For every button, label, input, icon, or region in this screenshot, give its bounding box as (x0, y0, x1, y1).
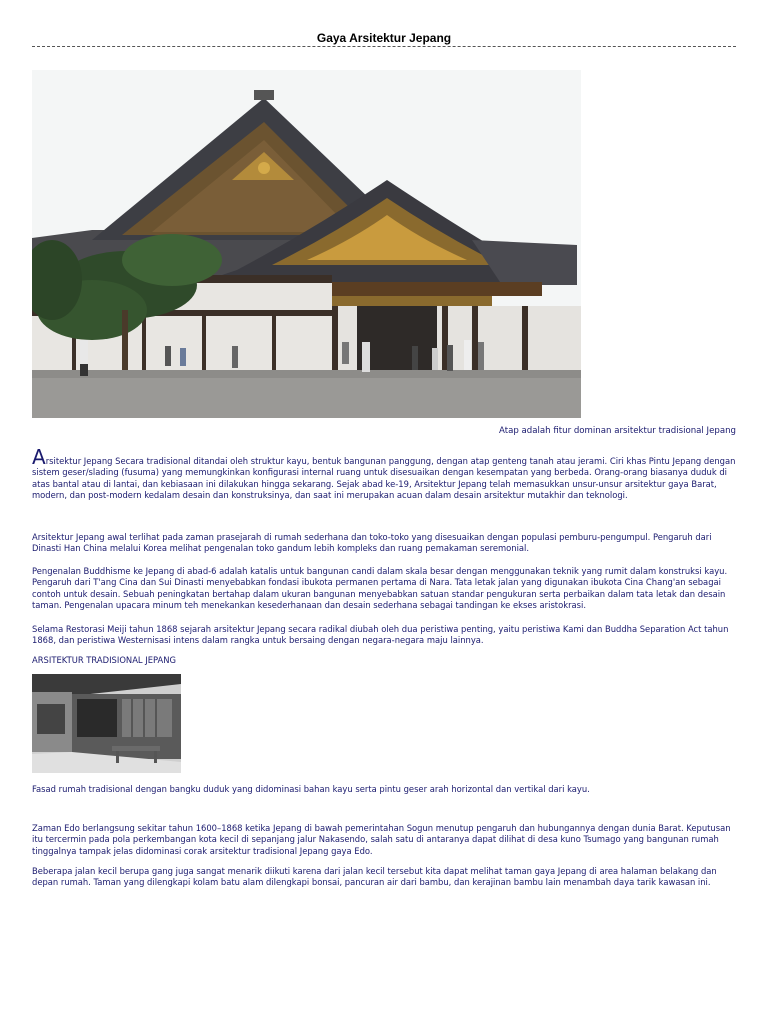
title-divider (32, 46, 736, 47)
traditional-house-photo (32, 674, 181, 773)
photo2-caption: Fasad rumah tradisional dengan bangku duduk yang didominasi bahan kayu serta pintu geser arah horizontal dan vertikal dari kayu. (32, 784, 590, 794)
paragraph-edo: Zaman Edo berlangsung sekitar tahun 1600–1868 ketika Jepang di bawah pemerintahan Sogun menutup pengaruh dan hubungannya dengan dunia Barat. Keputusan itu tercermin pada pola perkembangan kota kecil di sepanjang jalur Nakasendo, salah satu di antaranya dapat dilihat di desa kuno Tsumago yang bangunan rumah tinggalnya tampak jelas didominasi corak arsitektur tradisional Jepang gaya Edo. (32, 823, 731, 856)
drop-cap: A (32, 445, 46, 469)
paragraph-early-architecture: Arsitektur Jepang awal terlihat pada zaman prasejarah di rumah sederhana dan toko-toko yang disesuaikan dengan populasi pemburu-pengumpul. Pengaruh dari Dinasti Han China melalui Korea melihat pengenalan toko gandum lebih kompleks dan ruang pemakaman seremonial. (32, 532, 712, 554)
paragraph-alleys: Beberapa jalan kecil berupa gang juga sangat menarik diikuti karena dari jalan kecil tersebut kita dapat melihat taman gaya Jepang di area halaman belakang dan depan rumah. Taman yang dilengkapi kolam batu alam dilengkapi bonsai, pancuran air dari bambu, dan kerajinan bambu lain menambah daya tarik kawasan ini. (32, 866, 717, 888)
paragraph-buddhism: Pengenalan Buddhisme ke Jepang di abad-6 adalah katalis untuk bangunan candi dalam skala besar dengan menggunakan teknik yang rumit dalam konstruksi kayu. Pengaruh dari T'ang Cina dan Sui Dinasti menyebabkan fondasi ibukota permanen pertama di Nara. Tata letak jalan yang digunakan ibukota Cina Chang'an sebagai contoh untuk desain. Sebuah peningkatan bertahap dalam ukuran bangunan menyebabkan satuan standar pengukuran serta perbaikan dalam tata letak dan desain taman. Pengenalan upacara minum teh menekankan kesederhanaan dan desain sederhana sebagai tandingan ke ekses aristokrasi. (32, 566, 728, 611)
intro-paragraph (32, 445, 736, 502)
section-heading: ARSITEKTUR TRADISIONAL JEPANG (32, 655, 177, 665)
paragraph-meiji: Selama Restorasi Meiji tahun 1868 sejarah arsitektur Jepang secara radikal diubah oleh dua peristiwa penting, yaitu peristiwa Kami dan Buddha Separation Act tahun 1868, dan peristiwa Westernisasi intens dalam rangka untuk bersaing dengan negara-negara maju lainnya. (32, 624, 729, 646)
page-title: Gaya Arsitektur Jepang (316, 31, 452, 45)
hero-photo-caption: Atap adalah fitur dominan arsitektur tradisional Jepang (498, 426, 736, 436)
hero-photo-japanese-palace (32, 70, 581, 418)
intro-paragraph-text: rsitektur Jepang Secara tradisional ditandai oleh struktur kayu, bentuk bangunan panggung, dengan atap genteng tanah atau jerami. Ciri khas Pintu Jepang dengan sistem geser/slading (fusuma) yang memungkinkan konfigurasi internal ruang untuk disesuaikan dengan kesempatan yang berbeda. Orang-orang biasanya duduk di atas bantal atau di lantai, dan kebiasaan ini dilakukan hingga sekarang. Sejak abad ke-19, Arsitektur Jepang telah memasukkan unsur-unsur arsitektur gaya Barat, modern, dan post-modern kedalam desain dan konstruksinya, dan saat ini merupakan acuan dalam desain arsitektur mutakhir dan teknologi. (32, 456, 736, 501)
